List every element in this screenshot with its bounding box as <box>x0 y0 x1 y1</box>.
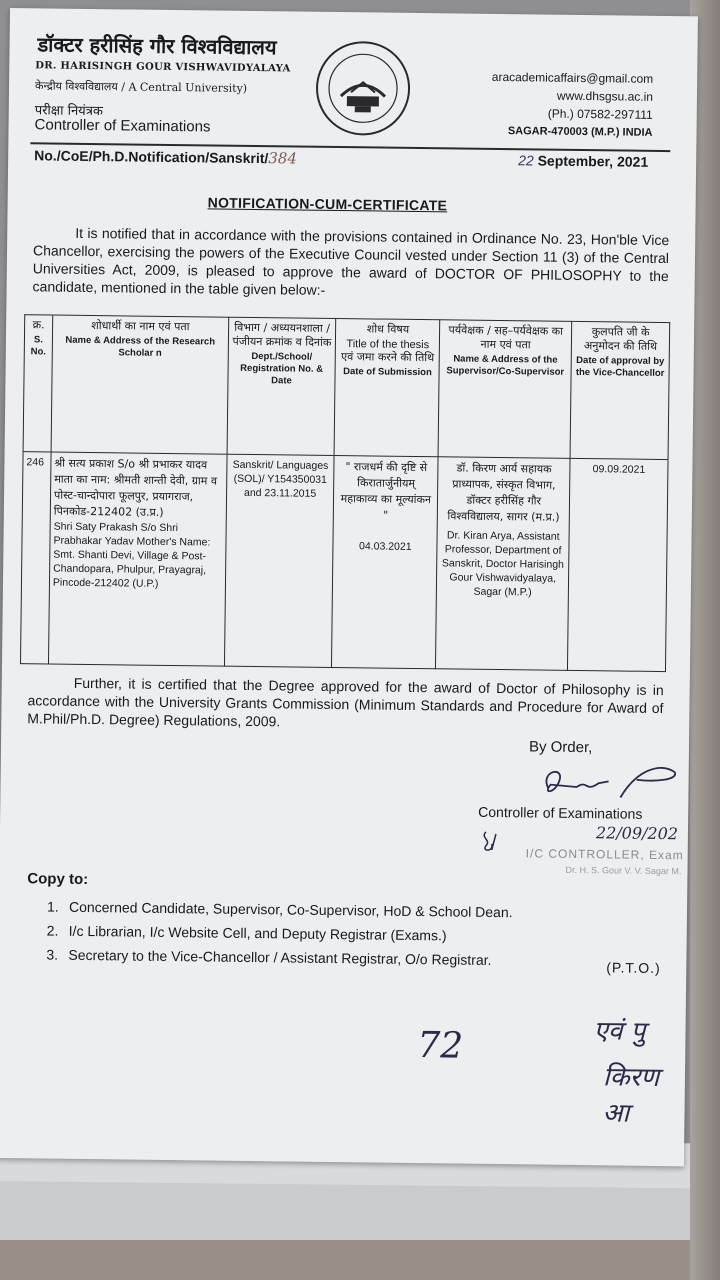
header-supervisor: पर्यवेक्षक / सह–पर्यवेक्षक का नाम एवं पता Name & Address of the Supervisor/Co-Supervisor <box>438 320 571 459</box>
table-header-row <box>23 315 670 460</box>
initial-mark-icon <box>478 826 518 856</box>
scholar-english: Shri Saty Prakash S/o Shri Prabhakar Yadav Mother's Name: Smt. Shanti Devi, Village & Post-Chandopara, Phulpur, Prayagraj, Pincode-212402 (U.P.) <box>52 520 211 590</box>
contact-block <box>491 68 653 142</box>
cell-approval-date: 09.09.2021 <box>568 458 668 671</box>
document-sheet <box>0 8 698 1166</box>
copy-to-list <box>46 895 512 973</box>
copy-to-heading: Copy to: <box>27 870 89 889</box>
issue-date-handwritten: 22 <box>518 152 534 169</box>
cell-thesis <box>332 455 438 668</box>
header-approval-date: कुलपति जी के अनुमोदन की तिथि Date of approval by the Vice-Chancellor <box>570 321 670 459</box>
signature-icon <box>528 758 679 806</box>
issue-date-text: September, 2021 <box>537 152 649 170</box>
reference-number-text: No./CoE/Ph.D.Notification/Sanskrit/ <box>34 147 269 167</box>
header-scholar: शोधार्थी का नाम एवं पता Name & Address of the Research Scholar n <box>51 315 228 454</box>
reference-number <box>34 146 297 167</box>
address-text: SAGAR-470003 (M.P.) INDIA <box>507 125 653 139</box>
scholar-table <box>20 314 670 672</box>
scholar-hindi: श्री सत्य प्रकाश S/o श्री प्रभाकर यादव माता का नाम: श्रीमती शान्ती देवी, ग्राम व पोस्ट-चान्दोपारा फूलपुर, प्रयागराज, पिनकोड-212402 (उ.प्र.) <box>53 456 218 519</box>
further-paragraph: Further, it is certified that the Degree approved for the award of Doctor of Philosophy is in accordance with the University Grants Commission (Minimum Standards and Procedure for Award of M.Phil/Ph.D. Degree) Regulations, 2009. <box>27 674 664 730</box>
phone-text: (Ph.) 07582-297111 <box>547 106 653 122</box>
issue-date <box>518 152 648 170</box>
table-row <box>20 452 668 672</box>
handwritten-note-line1: एवं पु <box>593 1016 646 1047</box>
cell-sno: 246 <box>20 452 51 664</box>
website-text: www.dhsgsu.ac.in <box>556 88 654 104</box>
list-item: 3. Secretary to the Vice-Chancellor / Assistant Registrar, O/o Registrar. <box>46 946 492 968</box>
list-item: 2. I/c Librarian, I/c Website Cell, and Deputy Registrar (Exams.) <box>46 922 447 944</box>
table-surface <box>0 1240 720 1280</box>
header-thesis: शोध विषय Title of the thesis एवं जमा करने की तिथि Date of Submission <box>335 319 441 457</box>
office-stamp-subline: Dr. H. S. Gour V. V. Sagar M. <box>565 864 682 877</box>
reference-handwritten-number: 384 <box>268 149 298 168</box>
handwritten-number: 72 <box>417 1025 464 1067</box>
pto-label: (P.T.O.) <box>606 959 661 977</box>
paper-stack-edge-lower <box>0 1181 720 1249</box>
controller-english-label: Controller of Examinations <box>34 116 211 136</box>
supervisor-hindi: डॉ. किरण आर्य सहायक प्राध्यापक, संस्कृत विभाग, डॉक्टर हरीसिंह गौर विश्वविद्यालय, सागर (म.प्र.) <box>447 461 560 524</box>
handwritten-note-line2: किरण आ <box>602 1062 660 1129</box>
central-university-label: केन्द्रीय विश्वविद्यालय / A Central University) <box>34 79 248 95</box>
handwritten-date: 22/09/202 <box>595 823 679 844</box>
by-order-label: By Order, <box>528 738 593 757</box>
email-text: aracademicaffairs@gmail.com <box>491 69 654 86</box>
thesis-title: " राजधर्म की दृष्टि से किरातार्जुनीयम् महाकाव्य का मूल्यांकन " <box>340 460 432 522</box>
cell-department: Sanskrit/ Languages (SOL)/ Y154350031 and 23.11.2015 <box>224 454 334 667</box>
cell-scholar <box>48 452 226 666</box>
university-seal-icon <box>312 38 413 139</box>
supervisor-english: Dr. Kiran Arya, Assistant Professor, Department of Sanskrit, Doctor Harisingh Gour Vishwavidyalaya, Sagar (M.P.) <box>441 529 564 599</box>
list-item: 1. Concerned Candidate, Supervisor, Co-Supervisor, HoD & School Dean. <box>46 898 513 921</box>
office-stamp: I/C CONTROLLER, Exam <box>525 846 684 863</box>
intro-paragraph: It is notified that in accordance with the provisions contained in Ordinance No. 23, Hon'ble Vice Chancellor, exercising the powers of the Executive Council vested under Section 11 (3) of the Central Universities Act, 2009, is pleased to approve the award of DOCTOR OF PHILOSOPHY to the candidate, mentioned in the table given below:- <box>32 224 670 298</box>
controller-hindi-label: परीक्षा नियंत्रक <box>34 103 104 120</box>
header-department: विभाग / अध्ययनशाला / पंजीयन क्रमांक व दिनांक Dept./School/ Registration No. & Date <box>227 317 336 455</box>
university-name-english: DR. HARISINGH GOUR VISHWAVIDYALAYA <box>35 60 291 75</box>
controller-signature-designation: Controller of Examinations <box>478 803 643 822</box>
document-title: NOTIFICATION-CUM-CERTIFICATE <box>207 194 448 214</box>
university-name-hindi: डॉक्टर हरीसिंह गौर विश्वविद्यालय <box>37 32 277 60</box>
submission-date: 04.03.2021 <box>358 540 412 553</box>
cell-supervisor <box>436 457 570 671</box>
header-sno: क्र. S. No. <box>23 315 53 452</box>
